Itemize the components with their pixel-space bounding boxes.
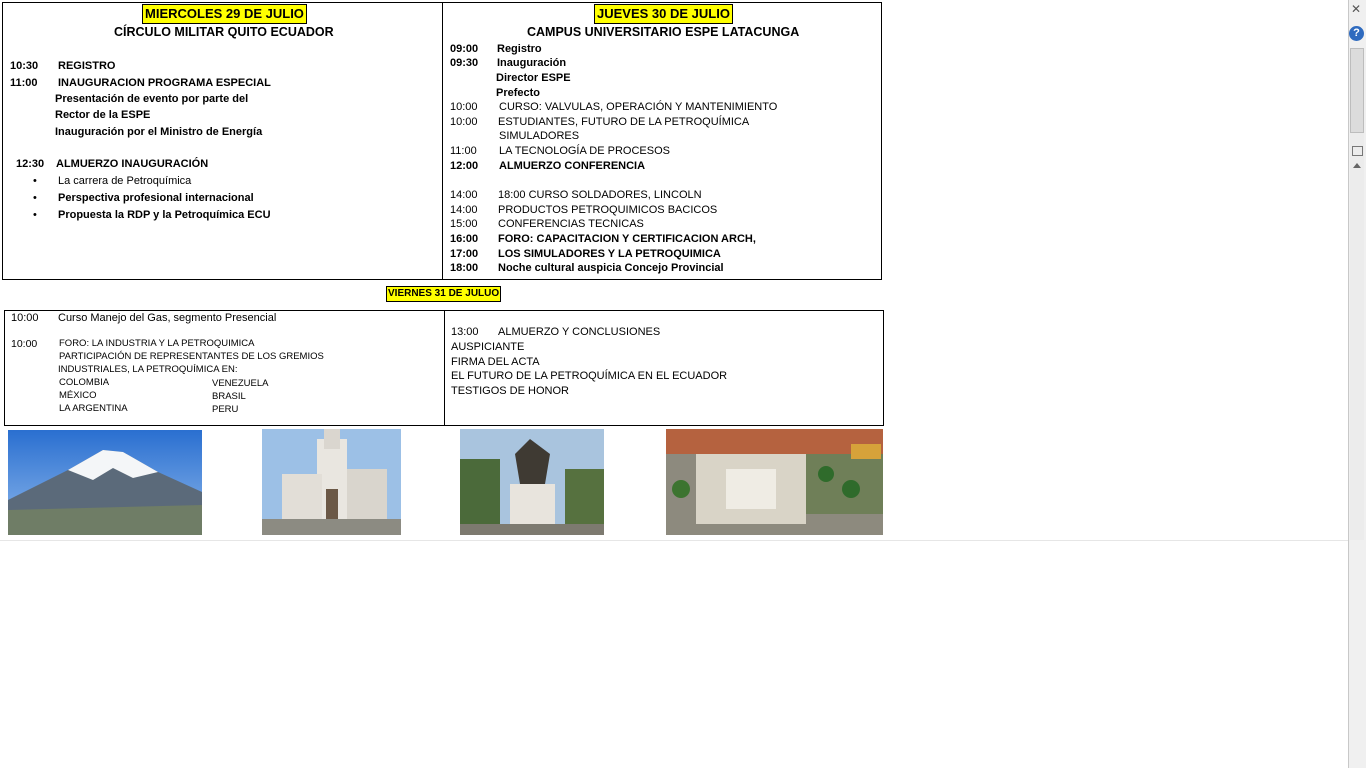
split-view-icon[interactable] <box>1352 146 1363 156</box>
day3-time: 13:00 <box>451 326 479 338</box>
day1-sub: Presentación de evento por parte del <box>55 93 249 105</box>
monument-photo <box>460 429 604 535</box>
bullet-icon: • <box>33 192 37 204</box>
day2-time: 15:00 <box>450 218 478 230</box>
day2-item: PRODUCTOS PETROQUIMICOS BACICOS <box>498 204 718 216</box>
day2-item: LA TECNOLOGÍA DE PROCESOS <box>499 145 670 157</box>
country: VENEZUELA <box>212 378 269 389</box>
day2-item: Registro <box>497 43 542 55</box>
help-icon[interactable]: ? <box>1349 26 1364 41</box>
close-icon[interactable]: ✕ <box>1351 2 1362 16</box>
day3-line: FIRMA DEL ACTA <box>451 356 540 368</box>
day2-time: 17:00 <box>450 248 479 260</box>
day3-time: 10:00 <box>11 312 39 324</box>
day1-venue: CÍRCULO MILITAR QUITO ECUADOR <box>114 25 334 39</box>
day3-line: TESTIGOS DE HONOR <box>451 385 569 397</box>
country: PERU <box>212 404 239 415</box>
day2-item: Inauguración <box>497 57 567 69</box>
day3-time: 10:00 <box>11 338 38 350</box>
day2-time: 09:30 <box>450 57 479 69</box>
day3-line: AUSPICIANTE <box>451 341 525 353</box>
day1-header: MIERCOLES 29 DE JULIO <box>142 4 307 24</box>
country: MÉXICO <box>59 390 97 401</box>
country: COLOMBIA <box>59 377 110 388</box>
campus-aerial-photo <box>666 429 883 535</box>
day2-time: 12:00 <box>450 160 479 172</box>
day3-line: PARTICIPACIÓN DE REPRESENTANTES DE LOS GREMIOS <box>59 351 324 362</box>
day3-header: VIERNES 31 DE JULUO <box>386 286 501 302</box>
day2-time: 10:00 <box>450 116 478 128</box>
day2-item: Noche cultural auspicia Concejo Provincial <box>498 262 724 274</box>
day2-item: SIMULADORES <box>499 130 580 142</box>
day1-bullet: La carrera de Petroquímica <box>58 175 192 187</box>
day1-sub: Inauguración por el Ministro de Energía <box>55 126 263 138</box>
day2-item: FORO: CAPACITACION Y CERTIFICACION ARCH, <box>498 233 756 245</box>
day3-item: Curso Manejo del Gas, segmento Presencial <box>58 312 277 324</box>
country: BRASIL <box>212 391 246 402</box>
day2-time: 16:00 <box>450 233 479 245</box>
day1-bullet: Perspectiva profesional internacional <box>58 192 254 204</box>
church-photo <box>262 429 401 535</box>
day2-time: 14:00 <box>450 189 478 201</box>
content-divider <box>0 540 1360 541</box>
day2-time: 14:00 <box>450 204 478 216</box>
day1-lunch: ALMUERZO INAUGURACIÓN <box>56 158 209 170</box>
day1-time: 10:30 <box>10 60 39 72</box>
country: LA ARGENTINA <box>59 403 128 414</box>
day1-item: INAUGURACION PROGRAMA ESPECIAL <box>58 77 271 89</box>
day2-item: CURSO: VALVULAS, OPERACIÓN Y MANTENIMIENTO <box>499 101 778 113</box>
day1-lunch-time: 12:30 <box>16 158 45 170</box>
day2-venue: CAMPUS UNIVERSITARIO ESPE LATACUNGA <box>527 25 800 39</box>
bullet-icon: • <box>33 175 37 187</box>
scroll-up-arrow-icon[interactable] <box>1353 163 1361 168</box>
day2-time: 09:00 <box>450 43 479 55</box>
day3-item: FORO: LA INDUSTRIA Y LA PETROQUIMICA <box>59 338 255 349</box>
day2-item: Director ESPE <box>496 72 571 84</box>
day2-item: LOS SIMULADORES Y LA PETROQUIMICA <box>498 248 721 260</box>
day1-sub: Rector de la ESPE <box>55 109 151 121</box>
day2-header: JUEVES 30 DE JULIO <box>594 4 733 24</box>
day1-bullet: Propuesta la RDP y la Petroquímica ECU <box>58 209 271 221</box>
day1-cell <box>2 2 443 280</box>
day2-item: Prefecto <box>496 87 541 99</box>
day1-item: REGISTRO <box>58 60 116 72</box>
day2-item: CONFERENCIAS TECNICAS <box>498 218 644 230</box>
volcano-photo <box>8 430 202 535</box>
day2-item: ALMUERZO CONFERENCIA <box>499 160 646 172</box>
day3-line: INDUSTRIALES, LA PETROQUÍMICA EN: <box>58 364 238 375</box>
day2-time: 10:00 <box>450 101 478 113</box>
day2-time: 11:00 <box>450 145 477 157</box>
scrollbar-thumb[interactable] <box>1350 48 1364 133</box>
day2-item: 18:00 CURSO SOLDADORES, LINCOLN <box>498 189 702 201</box>
day2-item: ESTUDIANTES, FUTURO DE LA PETROQUÍMICA <box>498 116 750 128</box>
bullet-icon: • <box>33 209 37 221</box>
day3-line: EL FUTURO DE LA PETROQUÍMICA EN EL ECUADOR <box>451 370 728 382</box>
day3-item: ALMUERZO Y CONCLUSIONES <box>498 326 661 338</box>
day2-time: 18:00 <box>450 262 479 274</box>
day1-time: 11:00 <box>10 77 38 89</box>
